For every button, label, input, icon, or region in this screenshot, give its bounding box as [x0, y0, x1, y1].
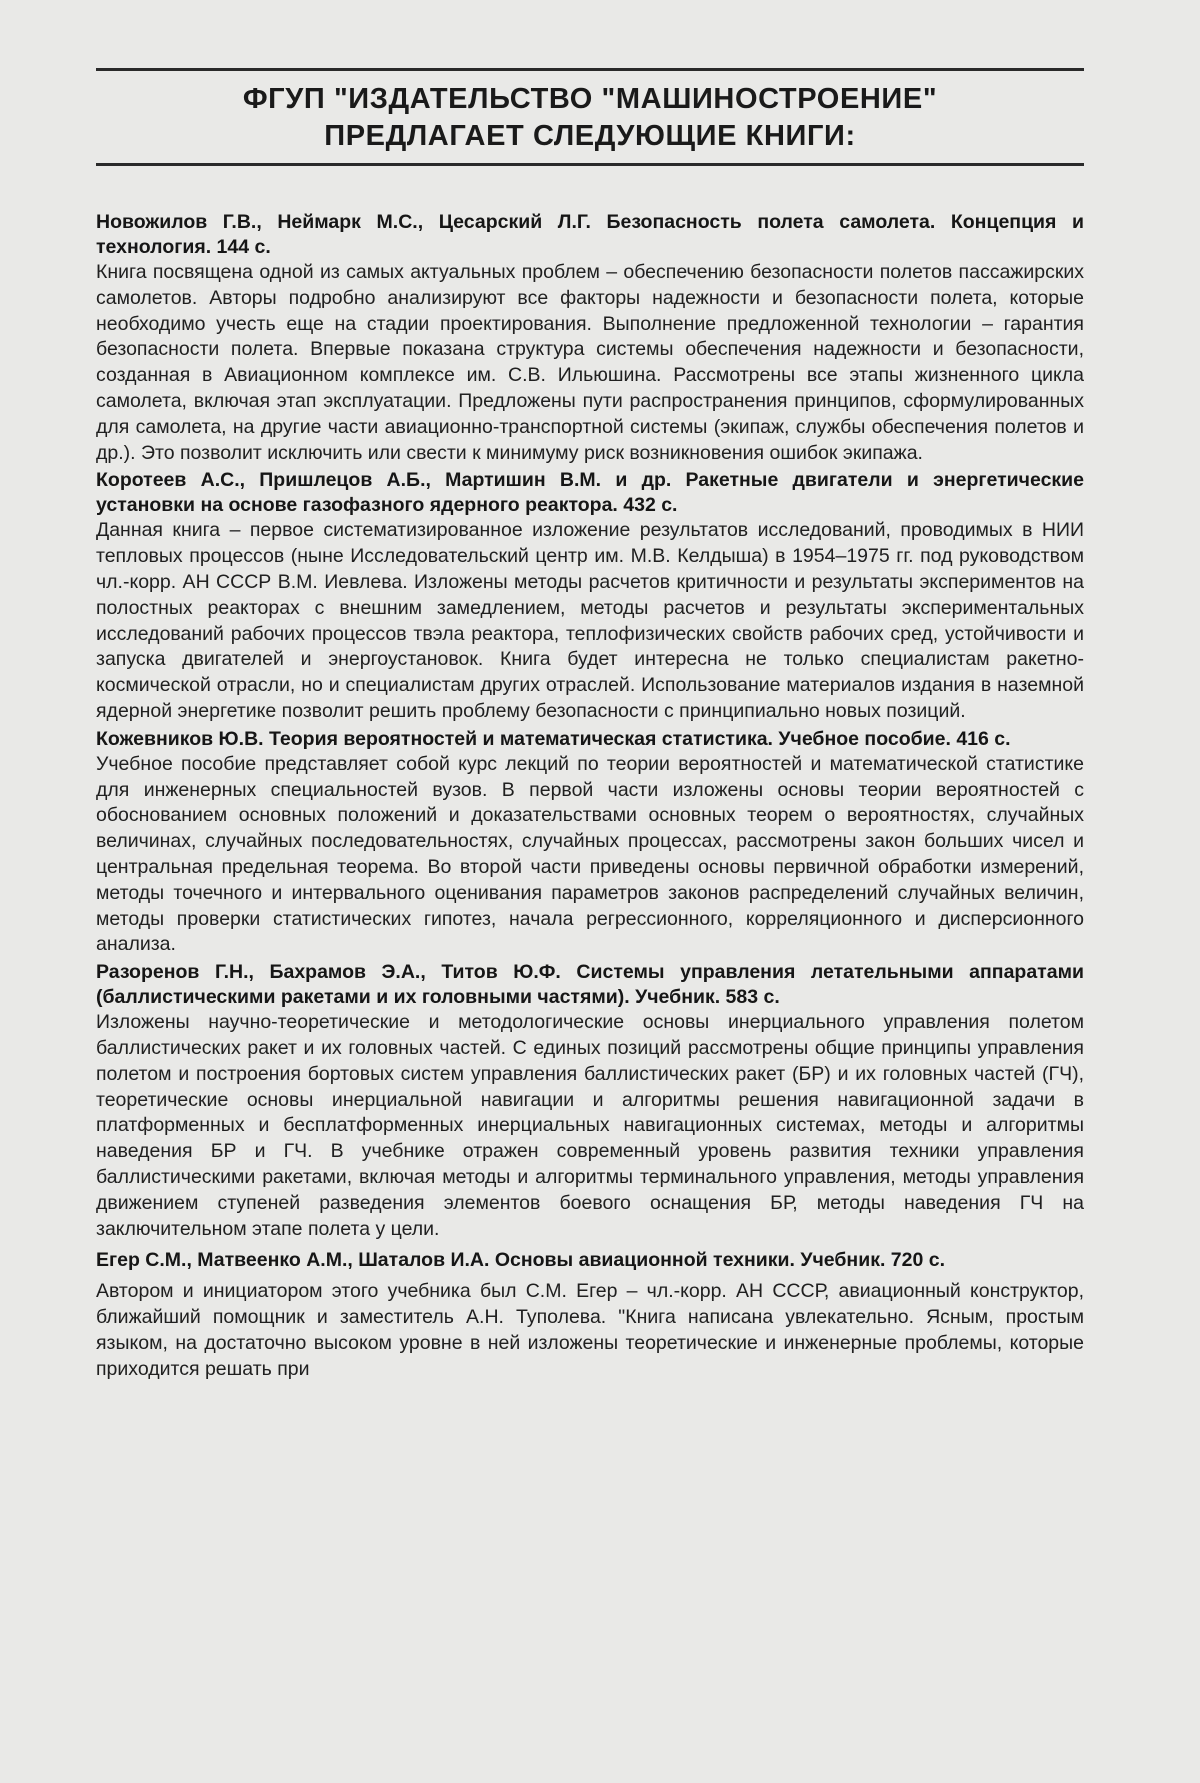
book-entry [96, 1248, 1084, 1382]
book-entry [96, 210, 1084, 466]
book-entry [96, 960, 1084, 1242]
book-title: Разоренов Г.Н., Бахрамов Э.А., Титов Ю.Ф. Системы управления летательными аппаратами (баллистическими ракетами и их головными частями). Учебник. 583 с. [96, 961, 1084, 1009]
book-title: Новожилов Г.В., Неймарк М.С., Цесарский Л.Г. Безопасность полета самолета. Концепция и технология. 144 с. [96, 211, 1084, 258]
header-bottom-rule [96, 163, 1084, 166]
book-title: Егер С.М., Матвеенко А.М., Шаталов И.А. Основы авиационной техники. Учебник. 720 с. [96, 1249, 946, 1272]
book-title: Коротеев А.С., Пришлецов А.Б., Мартишин В.М. и др. Ракетные двигатели и энергетические установки на основе газофазного ядерного реактора. 432 с. [96, 469, 1084, 517]
catalog-page [96, 68, 1084, 1384]
catalog-header [96, 71, 1084, 163]
book-list [96, 210, 1084, 1382]
book-description: Автором и инициатором этого учебника был С.М. Егер – чл.-корр. АН СССР, авиационный конструктор, ближайший помощник и заместитель А.Н. Туполева. "Книга написана увлекательно. Ясным, простым языком, на достаточно высоком уровне в ней изложены теоретические и инженерные проблемы, которые приходится решать при [96, 1280, 1084, 1380]
book-description: Изложены научно-теоретические и методологические основы инерциального управления полетом баллистических ракет и их головных частей. С единых позиций рассмотрены общие принципы управления полетом и построения бортовых систем управления баллистических ракет (БР) и их головных частей (ГЧ), теоретические основы инерциальной навигации и алгоритмы решения навигационной задачи в платформенных и бесплатформенных инерциальных навигационных системах, методы и алгоритмы наведения БР и ГЧ. В учебнике отражен современный уровень развития техники управления баллистическими ракетами, включая методы и алгоритмы терминального управления, методы управления движением ступеней разведения элементов боевого оснащения БР, методы наведения ГЧ на заключительном этапе полета у цели. [96, 1011, 1084, 1240]
book-description: Данная книга – первое систематизированное изложение результатов исследований, проводимых в НИИ тепловых процессов (ныне Исследовательский центр им. М.В. Келдыша) в 1954–1975 гг. под руководством чл.-корр. АН СССР В.М. Иевлева. Изложены методы расчетов критичности и результаты экспериментов на полостных реакторах с внешним замедлением, методы расчетов и результаты экспериментальных исследований рабочих процессов твэла реактора, теплофизических свойств рабочих сред, устойчивости и запуска двигателей и энергоустановок. Книга будет интересна не только специалистам ракетно-космической отрасли, но и специалистам других отраслей. Использование материалов издания в наземной ядерной энергетике позволит решить проблему безопасности с принципиально новых позиций. [96, 519, 1084, 722]
header-offer-line: ПРЕДЛАГАЕТ СЛЕДУЮЩИЕ КНИГИ: [324, 120, 856, 152]
book-entry [96, 468, 1084, 724]
book-entry [96, 727, 1084, 958]
header-publisher-line: ФГУП "ИЗДАТЕЛЬСТВО "МАШИНОСТРОЕНИЕ" [242, 83, 938, 115]
book-description: Книга посвящена одной из самых актуальных проблем – обеспечению безопасности полетов пассажирских самолетов. Авторы подробно анализируют все факторы надежности и безопасности полета, которые необходимо учесть еще на стадии проектирования. Выполнение предложенной технологии – гарантия безопасности полета. Впервые показана структура системы обеспечения надежности и безопасности, созданная в Авиационном комплексе им. С.В. Ильюшина. Рассмотрены все этапы жизненного цикла самолета, включая этап эксплуатации. Предложены пути распространения принципов, сформулированных для самолета, на другие части авиационно-транспортной системы (экипаж, службы обеспечения полетов и др.). Это позволит исключить или свести к минимуму риск возникновения ошибок экипажа. [96, 261, 1084, 464]
book-title: Кожевников Ю.В. Теория вероятностей и математическая статистика. Учебное пособие. 416 с. [96, 727, 1011, 750]
book-description: Учебное пособие представляет собой курс лекций по теории вероятностей и математической статистике для инженерных специальностей вузов. В первой части изложены основы теории вероятностей с обоснованием основных положений и доказательствами основных теорем о вероятностях, случайных величинах, случайных последовательностях, случайных процессах, рассмотрены закон больших чисел и центральная предельная теорема. Во второй части приведены основы первичной обработки измерений, методы точечного и интервального оценивания параметров законов распределений случайных величин, методы проверки статистических гипотез, начала регрессионного, корреляционного и дисперсионного анализа. [96, 752, 1084, 956]
